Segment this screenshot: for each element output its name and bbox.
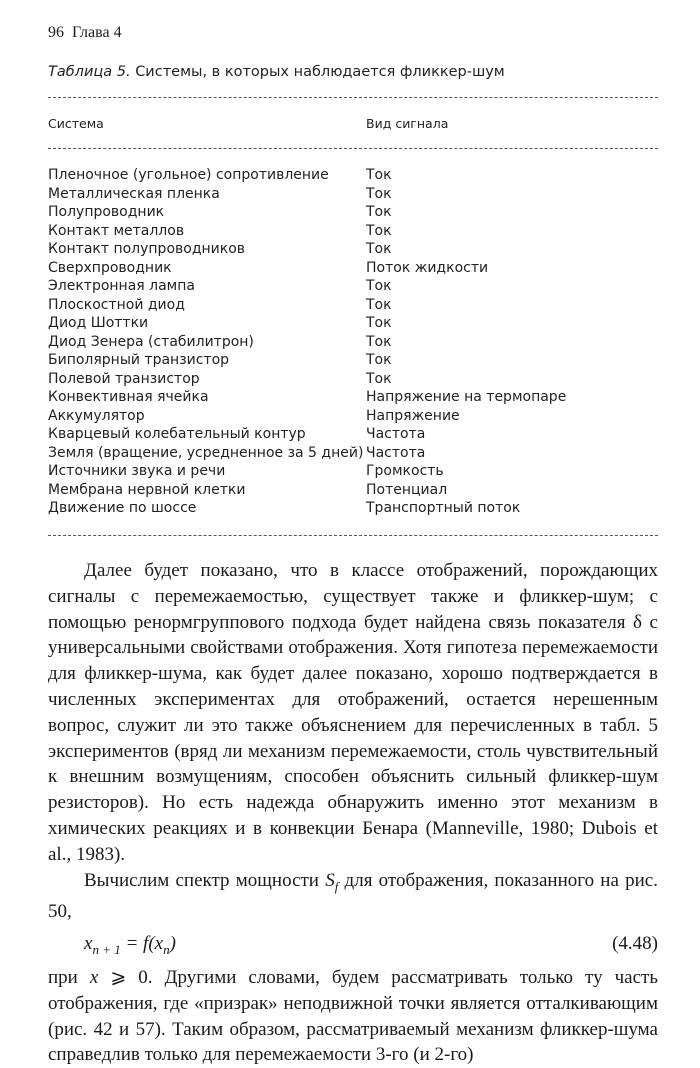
table-row <box>48 240 658 259</box>
table-row <box>48 222 658 241</box>
paragraph-3-prefix: при <box>48 966 90 988</box>
table-row <box>48 351 658 370</box>
table-row <box>48 370 658 389</box>
table-row <box>48 185 658 204</box>
chapter-title: Глава 4 <box>72 24 122 41</box>
equation-4-48 <box>48 927 658 961</box>
table-bottom-rule <box>48 535 658 536</box>
table-row <box>48 259 658 278</box>
cell-signal: Ток <box>366 222 392 239</box>
table-row <box>48 314 658 333</box>
table-row <box>48 203 658 222</box>
table-row <box>48 444 658 463</box>
table-row <box>48 388 658 407</box>
paragraph-2 <box>48 868 658 925</box>
paragraph-3 <box>48 965 658 1068</box>
table-row <box>48 333 658 352</box>
table-row <box>48 277 658 296</box>
cell-signal: Транспортный поток <box>366 500 521 516</box>
cell-signal: Напряжение на термопаре <box>366 389 567 405</box>
cell-system: Мембрана нервной клетки <box>48 481 246 498</box>
cell-system: Металлическая пленка <box>48 185 220 202</box>
cell-system: Биполярный транзистор <box>48 352 230 368</box>
paragraph-2-text-b: для отображения, показанного на рис. 50, <box>48 869 658 923</box>
paragraph-3-text: ⩾ 0. Другими словами, будем рассматривать только ту часть отображения, где «призрак» неподвижной точки является отталкивающим (рис. 42 и 57). Таким образом, рассматриваемый механизм фликкер-шума справедлив только для перемежаемости 3-го (и 2-го) <box>48 966 658 1066</box>
table-row <box>48 481 658 500</box>
cell-system: Плоскостной диод <box>48 296 185 313</box>
paragraph-3-variable: x <box>89 966 99 988</box>
cell-signal: Поток жидкости <box>366 259 489 276</box>
paragraph-1: Далее будет показано, что в классе отображений, порождающих сигналы с перемежаемостью, существует также и фликкер-шум; с помощью ренормгруппового подхода будет найдена связь показателя δ с универсальными свойствами отображения. Хотя гипотеза перемежаемости для фликкер-шума, как будет далее показано, хорошо подтверждается в численных экспериментах для отображений, остается нерешенным вопрос, служит ли это также объяснением для перечисленных в табл. 5 экспериментов (вряд ли механизм перемежаемости, столь чувствительный к внешним возмущениям, способен объяснить сильный фликкер-шум резисторов). Но есть надежда обнаружить именно этот механизм в химических реакциях и в конвекции Бенара (Manneville, 1980; Dubois et al., 1983). <box>48 560 658 865</box>
paragraph-2-text-a: Вычислим спектр мощности <box>84 869 326 891</box>
cell-system: Земля (вращение, усредненное за 5 дней) <box>48 444 364 461</box>
table-row <box>48 499 658 518</box>
cell-system: Контакт полупроводников <box>48 241 246 257</box>
page-number: 96 <box>48 24 64 41</box>
table-row <box>48 166 658 185</box>
cell-system: Пленочное (угольное) сопротивление <box>48 167 329 183</box>
equation-number: (4.48) <box>612 932 658 954</box>
cell-signal: Ток <box>366 296 392 313</box>
table-row <box>48 462 658 481</box>
cell-system: Источники звука и речи <box>48 463 226 479</box>
table-caption-text: Системы, в которых наблюдается фликкер-шум <box>135 64 505 80</box>
cell-signal: Частота <box>366 444 426 461</box>
cell-signal: Напряжение <box>366 407 460 424</box>
cell-system: Движение по шоссе <box>48 500 197 516</box>
cell-signal: Ток <box>366 185 392 202</box>
cell-signal: Ток <box>366 204 392 220</box>
table-row <box>48 407 658 426</box>
table-body <box>48 166 658 518</box>
cell-signal: Ток <box>366 370 392 387</box>
cell-system: Кварцевый колебательный контур <box>48 426 306 442</box>
cell-signal: Ток <box>366 241 392 257</box>
cell-signal: Ток <box>366 315 392 331</box>
table-header-row <box>48 112 658 136</box>
column-header-signal: Вид сигнала <box>366 116 449 131</box>
cell-system: Конвективная ячейка <box>48 389 209 405</box>
cell-signal: Ток <box>366 352 392 368</box>
cell-system: Аккумулятор <box>48 407 145 424</box>
table-header-rule <box>48 148 658 149</box>
cell-system: Диод Шоттки <box>48 315 149 331</box>
cell-system: Контакт металлов <box>48 222 185 239</box>
table-row <box>48 425 658 444</box>
cell-signal: Частота <box>366 426 426 442</box>
cell-system: Диод Зенера (стабилитрон) <box>48 333 254 350</box>
cell-system: Электронная лампа <box>48 278 195 294</box>
table-caption <box>48 64 505 80</box>
cell-signal: Ток <box>366 333 392 350</box>
equation-formula: $x_{n + 1} = f(x_n)$ <box>84 932 176 957</box>
column-header-system: Система <box>48 116 104 131</box>
spectrum-symbol: $S_f$ <box>325 869 339 894</box>
main-text <box>48 558 658 1068</box>
table-top-rule <box>48 97 658 98</box>
cell-system: Полевой транзистор <box>48 370 200 387</box>
cell-system: Сверхпроводник <box>48 259 172 276</box>
cell-system: Полупроводник <box>48 204 165 220</box>
cell-signal: Потенциал <box>366 481 448 498</box>
table-caption-label: Таблица 5. <box>48 64 131 80</box>
table-row <box>48 296 658 315</box>
cell-signal: Громкость <box>366 463 444 479</box>
systems-table <box>48 112 658 516</box>
running-header <box>48 24 122 42</box>
cell-signal: Ток <box>366 167 392 183</box>
cell-signal: Ток <box>366 278 392 294</box>
